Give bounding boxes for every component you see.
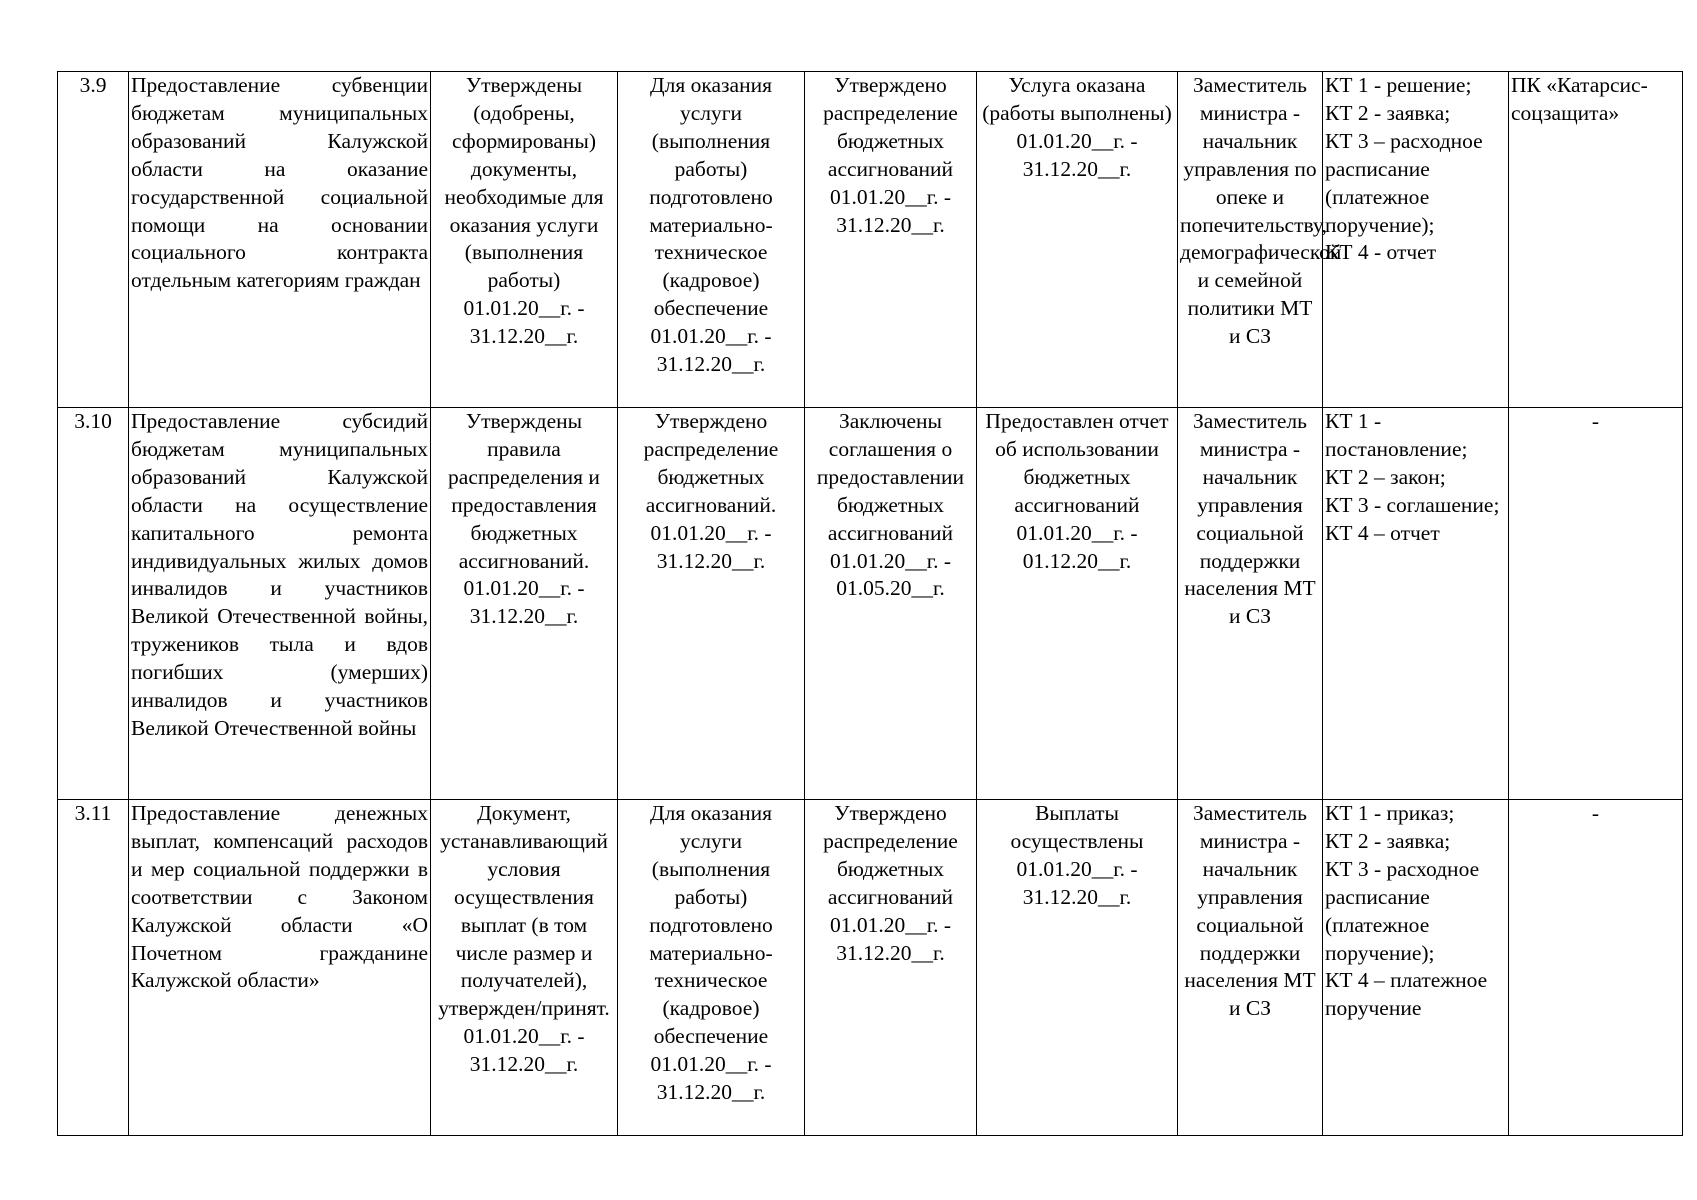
measure-name: Предоставление денежных выплат, компенсаций расходов и мер социальной поддержки в соответствии с Законом Калужской области «О Почетном гражданине Калужской области» [129, 800, 431, 1136]
row-number: 3.9 [58, 72, 129, 408]
checkpoint-documents [1323, 72, 1509, 408]
checkpoint-3: Утверждено распределение бюджетных ассигнований 01.01.20__г. - 31.12.20__г. [805, 72, 977, 408]
measure-name: Предоставление субсидий бюджетам муниципальных образований Калужской области на осуществление капитального ремонта индивидуальных жилых домов инвалидов и участников Великой Отечественной войны, тружеников тыла и вдов погибших (умерших) инвалидов и участников Великой Отечественной войны [129, 408, 431, 800]
measure-name: Предоставление субвенции бюджетам муниципальных образований Калужской области на оказание государственной социальной помощи на основании социального контракта отдельным категориям граждан [129, 72, 431, 408]
checkpoint-3: Заключены соглашения о предоставлении бюджетных ассигнований 01.01.20__г. - 01.05.20__г. [805, 408, 977, 800]
checkpoint-4: Выплаты осуществлены 01.01.20__г. - 31.12.20__г. [977, 800, 1178, 1136]
table-row [58, 800, 1683, 1136]
checkpoint-2: Утверждено распределение бюджетных ассигнований. 01.01.20__г. - 31.12.20__г. [618, 408, 805, 800]
kt-item: КТ 1 - приказ; [1325, 801, 1455, 825]
row-number: 3.10 [58, 408, 129, 800]
responsible-person: Заместитель министра - начальник управления социальной поддержки населения МТ и СЗ [1178, 800, 1323, 1136]
checkpoint-1: Утверждены правила распределения и предоставления бюджетных ассигнований. 01.01.20__г. - 31.12.20__г. [431, 408, 618, 800]
kt-item: КТ 2 - заявка; [1325, 828, 1451, 853]
kt-item: КТ 2 – закон; [1325, 464, 1446, 489]
checkpoint-documents [1323, 408, 1509, 800]
checkpoint-documents [1323, 800, 1509, 1136]
kt-item: КТ 3 - соглашение; [1325, 492, 1500, 517]
information-system: - [1509, 408, 1683, 800]
table-row [58, 72, 1683, 408]
checkpoint-1: Утверждены (одобрены, сформированы) документы, необходимые для оказания услуги (выполнения работы) 01.01.20__г. - 31.12.20__г. [431, 72, 618, 408]
kt-item: КТ 2 - заявка; [1325, 100, 1451, 125]
kt-item: КТ 1 - постановление; [1325, 409, 1468, 461]
checkpoint-4: Услуга оказана (работы выполнены) 01.01.20__г. - 31.12.20__г. [977, 72, 1178, 408]
table-row [58, 408, 1683, 800]
kt-item: КТ 4 – отчет [1325, 520, 1440, 545]
row-number: 3.11 [58, 800, 129, 1136]
measures-table [57, 71, 1683, 1136]
kt-item: КТ 3 - расходное расписание (платежное поручение); [1325, 856, 1480, 965]
checkpoint-4: Предоставлен отчет об использовании бюджетных ассигнований 01.01.20__г. - 01.12.20__г. [977, 408, 1178, 800]
kt-item: КТ 4 - отчет [1325, 240, 1437, 265]
kt-item: КТ 4 – платежное поручение [1325, 968, 1488, 1021]
information-system: ПК «Катарсис-соцзащита» [1509, 72, 1683, 408]
information-system: - [1509, 800, 1683, 1136]
kt-item: КТ 3 – расходное расписание (платежное поручение); [1325, 128, 1483, 237]
checkpoint-2: Для оказания услуги (выполнения работы) подготовлено материально-техническое (кадровое) обеспечение 01.01.20__г. - 31.12.20__г. [618, 72, 805, 408]
kt-item: КТ 1 - решение; [1325, 73, 1472, 97]
checkpoint-2: Для оказания услуги (выполнения работы) подготовлено материально-техническое (кадровое) обеспечение 01.01.20__г. - 31.12.20__г. [618, 800, 805, 1136]
responsible-person: Заместитель министра - начальник управления по опеке и попечительству, демографической и семейной политики МТ и СЗ [1178, 72, 1323, 408]
checkpoint-3: Утверждено распределение бюджетных ассигнований 01.01.20__г. - 31.12.20__г. [805, 800, 977, 1136]
responsible-person: Заместитель министра - начальник управления социальной поддержки населения МТ и СЗ [1178, 408, 1323, 800]
checkpoint-1: Документ, устанавливающий условия осуществления выплат (в том числе размер и получателей), утвержден/принят. 01.01.20__г. - 31.12.20__г. [431, 800, 618, 1136]
